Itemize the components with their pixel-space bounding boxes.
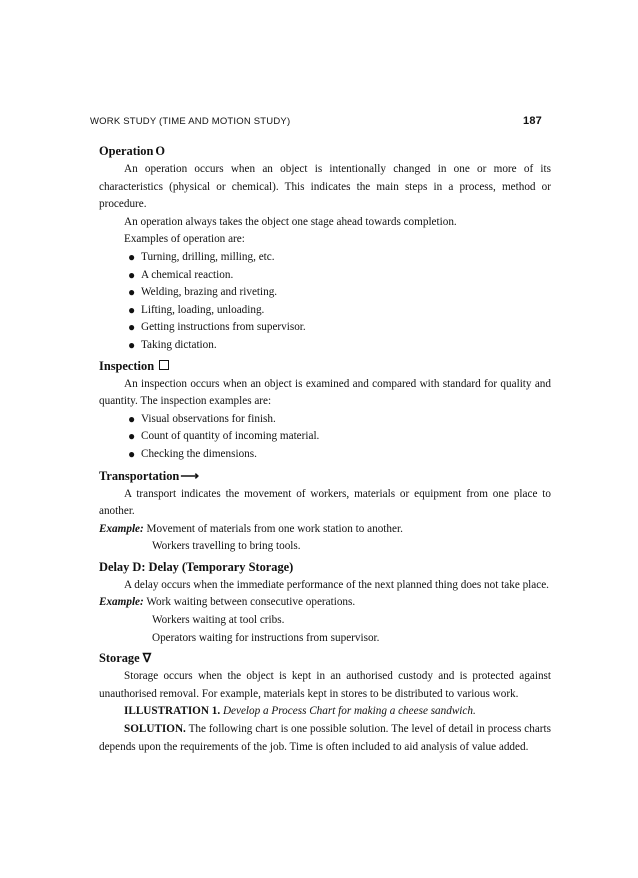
running-title: WORK STUDY (TIME AND MOTION STUDY) — [90, 116, 291, 127]
transportation-example-1: Example: Movement of materials from one work station to another. — [99, 522, 403, 535]
operation-examples-intro: Examples of operation are: — [124, 233, 245, 246]
running-header — [90, 116, 542, 127]
list-item: ● Welding, brazing and riveting. — [124, 284, 551, 302]
delay-paragraph: A delay occurs when the immediate performance of the next planned thing does not take place. — [124, 578, 549, 591]
operation-circle-symbol: O — [155, 144, 166, 158]
storage-heading: Storage ∇ — [99, 651, 152, 666]
list-item: ● Visual observations for finish. — [124, 411, 551, 429]
operation-paragraph-2: An operation always takes the object one stage ahead towards completion. — [124, 215, 457, 228]
operation-paragraph-1: An operation occurs when an object is intentionally changed in one or more of its characteristics (physical or chemical). This indicates the main steps in a process, method or procedure. — [99, 163, 551, 211]
bullet-icon: ● — [128, 285, 136, 300]
solution-title: SOLUTION. — [124, 723, 186, 736]
list-item: ● Count of quantity of incoming material. — [124, 428, 551, 446]
page-body — [99, 140, 551, 756]
list-item: ● Taking dictation. — [124, 337, 551, 355]
list-item: ● A chemical reaction. — [124, 267, 551, 285]
operation-heading: Operation O — [99, 144, 166, 158]
list-item: ● Turning, drilling, milling, etc. — [124, 249, 551, 267]
bullet-icon: ● — [128, 267, 136, 282]
bullet-icon: ● — [128, 429, 136, 444]
solution-paragraph: SOLUTION. The following chart is one possible solution. The level of detail in process charts depends upon the requirements of the job. Time is often included to aid analysis of value added. — [99, 723, 551, 753]
square-icon — [159, 360, 169, 370]
delay-example-1: Example: Work waiting between consecutive operations. — [99, 596, 356, 609]
operation-examples-list — [99, 249, 551, 355]
inspection-examples-list — [99, 411, 551, 464]
bullet-icon: ● — [128, 302, 136, 317]
page-number: 187 — [523, 115, 542, 127]
list-item: ● Lifting, loading, unloading. — [124, 302, 551, 320]
bullet-icon: ● — [128, 249, 136, 264]
illustration-title: ILLUSTRATION 1. — [124, 705, 221, 718]
triangle-down-icon: ∇ — [142, 651, 152, 666]
list-item: ● Getting instructions from supervisor. — [124, 319, 551, 337]
bullet-icon: ● — [128, 411, 136, 426]
bullet-icon: ● — [128, 337, 136, 352]
transportation-heading: Transportation⟶ — [99, 467, 199, 483]
bullet-icon: ● — [128, 446, 136, 461]
transportation-example-2: Workers travelling to bring tools. — [152, 540, 301, 553]
illustration-text: Develop a Process Chart for making a cheese sandwich. — [222, 705, 476, 718]
delay-heading: Delay D: Delay (Temporary Storage) — [99, 559, 294, 574]
arrow-right-icon: ⟶ — [180, 467, 199, 483]
transportation-paragraph: A transport indicates the movement of workers, materials or equipment from one place to another. — [99, 487, 551, 518]
delay-example-3: Operators waiting for instructions from supervisor. — [152, 631, 380, 644]
list-item: ● Checking the dimensions. — [124, 446, 551, 464]
inspection-heading: Inspection — [99, 357, 551, 376]
illustration-line — [99, 703, 551, 721]
delay-example-2: Workers waiting at tool cribs. — [152, 614, 285, 627]
bullet-icon: ● — [128, 320, 136, 335]
storage-paragraph: Storage occurs when the object is kept in an authorised custody and is protected against unauthorised removal. For example, materials kept in stores to be distributed to various work. — [99, 670, 551, 700]
inspection-paragraph: An inspection occurs when an object is examined and compared with standard for quality and quantity. The inspection examples are: — [99, 377, 551, 408]
